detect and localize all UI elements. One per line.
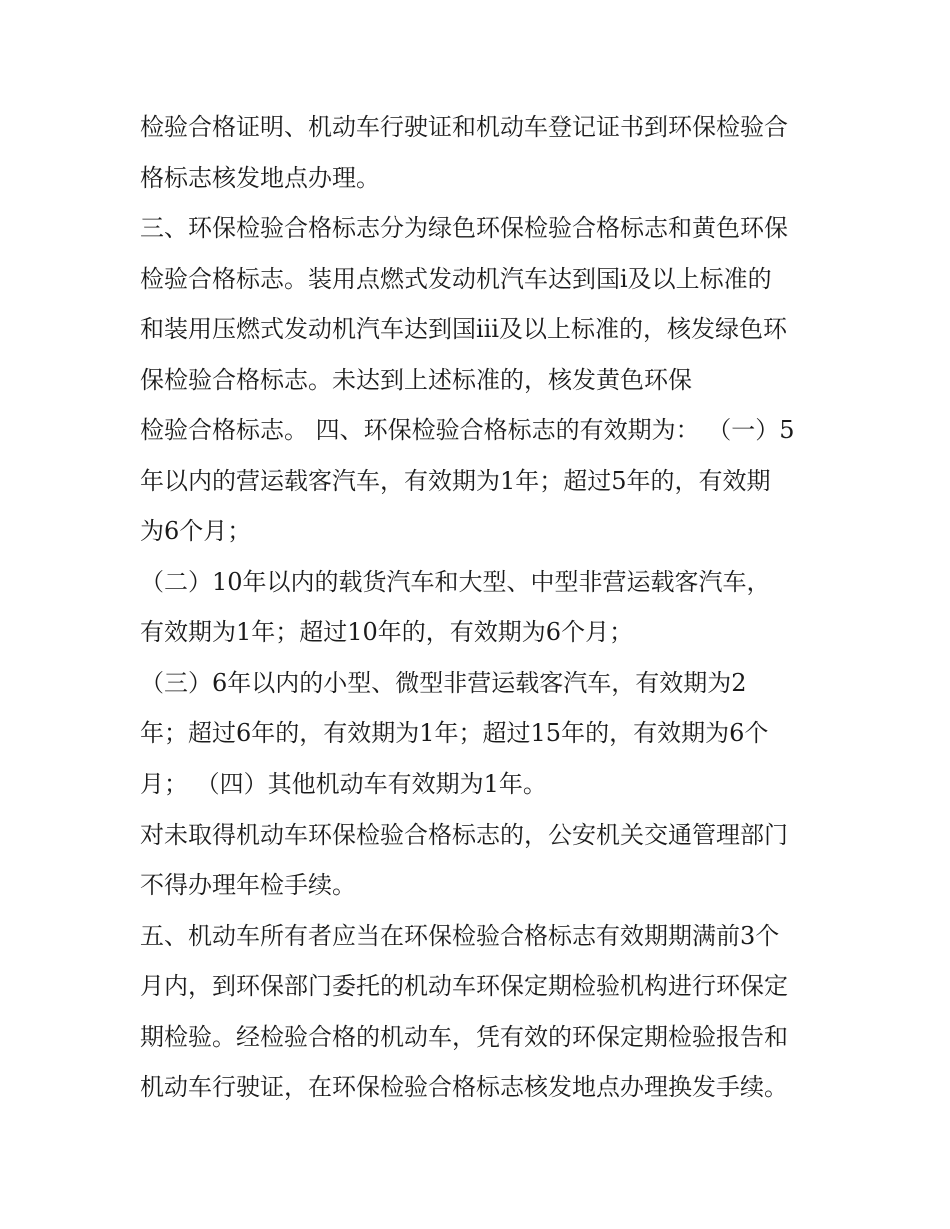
text-line: 三、环保检验合格标志分为绿色环保检验合格标志和黄色环保 (140, 214, 788, 242)
text-line: 为6个月； (140, 517, 252, 545)
text-line: 机动车行驶证，在环保检验合格标志核发地点办理换发手续。 (140, 1073, 788, 1101)
text-line: 期检验。经检验合格的机动车，凭有效的环保定期检验报告和 (140, 1023, 788, 1051)
text-line: 年以内的营运载客汽车，有效期为1年；超过5年的，有效期 (140, 467, 771, 495)
text-line: （三）6年以内的小型、微型非营运载客汽车，有效期为2 (140, 669, 747, 697)
text-line: 五、机动车所有者应当在环保检验合格标志有效期期满前3个 (140, 922, 780, 950)
text-line: 月内，到环保部门委托的机动车环保定期检验机构进行环保定 (140, 972, 788, 1000)
text-line: （二）10年以内的载货汽车和大型、中型非营运载客汽车， (140, 568, 771, 596)
text-line: 和装用压燃式发动机汽车达到国ⅲ及以上标准的，核发绿色环 (140, 315, 788, 343)
text-line: 月； （四）其他机动车有效期为1年。 (140, 770, 547, 798)
text-line: 格标志核发地点办理。 (140, 164, 380, 192)
text-line: 年；超过6年的，有效期为1年；超过15年的，有效期为6个 (140, 719, 769, 747)
text-line: 保检验合格标志。未达到上述标准的，核发黄色环保 (140, 366, 692, 394)
text-line: 检验合格标志。装用点燃式发动机汽车达到国ⅰ及以上标准的 (140, 265, 772, 293)
text-line: 不得办理年检手续。 (140, 871, 356, 899)
text-line: 有效期为1年；超过10年的，有效期为6个月； (140, 618, 634, 646)
text-line: 对未取得机动车环保检验合格标志的，公安机关交通管理部门 (140, 821, 788, 849)
text-line: 检验合格证明、机动车行驶证和机动车登记证书到环保检验合 (140, 113, 788, 141)
text-line: 检验合格标志。 四、环保检验合格标志的有效期为： （一）5 (140, 416, 795, 444)
